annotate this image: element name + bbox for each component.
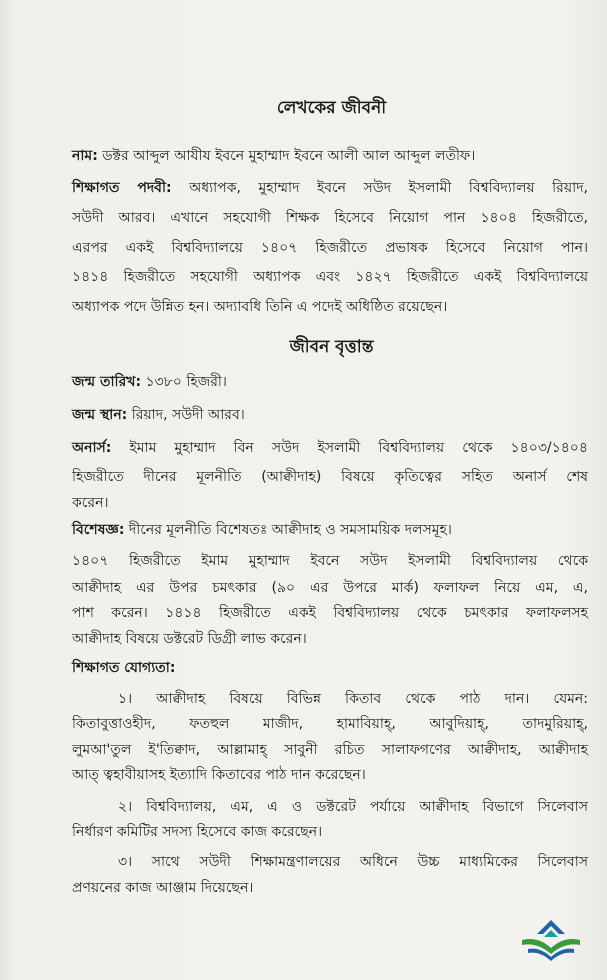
honours-line-3: করেন।: [72, 495, 109, 511]
qualifications-heading: শিক্ষাগত যোগ্যতা:: [72, 660, 176, 676]
degrees-line-1: ১৪০৭ হিজরীতে ইমাম মুহাম্মাদ ইবনে সউদ ইসলামী বিশ্ববিদ্যালয় থেকে: [72, 553, 588, 569]
honours-line-1: অনার্স: ইমাম মুহাম্মাদ বিন সউদ ইসলামী বিশ্ববিদ্যালয় থেকে ১৪০৩/১৪০৪: [72, 440, 588, 456]
birth-place-label: জন্ম স্থান:: [72, 407, 128, 423]
name-line: [72, 146, 475, 166]
education-title-line-5: অধ্যাপক পদে উন্নিত হন। অদ্যাবধি তিনি এ পদেই অধিষ্ঠিত রয়েছেন।: [72, 299, 448, 315]
qualification-1-line-4: আত্‌ ত্বহাবীয়াসহ ইত্যাদি কিতাবের পাঠ দান করেছেন।: [72, 767, 366, 783]
specialization-label: বিশেষজ্ঞ:: [72, 522, 125, 538]
open-book-logo-icon: [520, 918, 582, 964]
qualification-1-line-2: কিতাবুত্তাওহীদ, ফতহুল মাজীদ, হামাবিয়াহ্‌, আবুদিয়াহ্‌, তাদমুরিয়াহ্‌,: [72, 716, 588, 732]
birth-date-label: জন্ম তারিখ:: [72, 374, 142, 390]
qualification-1-line-1: ১। আক্বীদাহ বিষয়ে বিভিন্ন কিতাব থেকে পাঠ দান। যেমন:: [118, 691, 588, 707]
specialization-line: বিশেষজ্ঞ: দীনের মূলনীতি বিশেষতঃ আক্বীদাহ ও সমসাময়িক দলসমূহ।: [72, 522, 452, 538]
education-title-line-3: এরপর একই বিশ্ববিদ্যালয়ে ১৪০৭ হিজরীতে প্রভাষক হিসেবে নিয়োগ পান।: [72, 240, 588, 256]
education-title-line-2: সউদী আরব। এখানে সহযোগী শিক্ষক হিসেবে নিয়োগ পান ১৪০৪ হিজরীতে,: [72, 210, 588, 226]
degrees-line-4: আক্বীদাহ বিষয়ে ডক্টরেট ডিগ্রী লাভ করেন।: [72, 631, 307, 647]
birth-place-line: জন্ম স্থান: রিয়াদ, সউদী আরব।: [72, 407, 245, 423]
name-label: নাম:: [72, 148, 98, 164]
honours-line-2: হিজরীতে দীনের মূলনীতি (আক্বীদাহ) বিষয়ে কৃতিত্বের সহিত অনার্স শেষ: [72, 469, 588, 485]
biography-heading: লেখকের জীবনী: [276, 98, 387, 118]
qualification-2-line-2: নির্ধারণ কমিটির সদস্য হিসেবে কাজ করেছেন।: [72, 824, 323, 840]
name-text: ডক্টর আব্দুল আযীয ইবনে মুহাম্মাদ ইবনে আলী আল আব্দুল লতীফ।: [97, 148, 476, 164]
qualification-1-line-3: লুমআ'তুল ই'তিক্বাদ, আল্লামাহ্‌ সাবুনী রচিত সালাফগণের আক্বীদাহ, আক্বীদাহ: [72, 742, 588, 758]
qualification-3-line-1: ৩। সাথে সউদী শিক্ষামন্ত্রণালয়ের অধিনে উচ্চ মাধ্যমিকের সিলেবাস: [118, 854, 588, 870]
honours-label: অনার্স:: [72, 440, 112, 456]
education-title-line-4: ১৪১৪ হিজরীতে সহযোগী অধ্যাপক এবং ১৪২৭ হিজরীতে একই বিশ্ববিদ্যালয়ে: [72, 269, 588, 285]
life-story-heading: জীবন বৃত্তান্ত: [289, 337, 374, 357]
education-title-line-1: শিক্ষাগত পদবী: অধ্যাপক, মুহাম্মাদ ইবনে সউদ ইসলামী বিশ্ববিদ্যালয় রিয়াদ,: [72, 180, 588, 196]
degrees-line-3: পাশ করেন। ১৪১৪ হিজরীতে একই বিশ্ববিদ্যালয় থেকে চমৎকার ফলাফলসহ: [72, 605, 588, 621]
qualification-3-line-2: প্রণয়নের কাজ আঞ্জাম দিয়েছেন।: [72, 880, 254, 896]
qualification-2-line-1: ২। বিশ্ববিদ্যালয়, এম, এ ও ডক্টরেট পর্যায়ে আক্বীদাহ বিভাগে সিলেবাস: [118, 799, 588, 815]
birth-date-line: জন্ম তারিখ: ১৩৮০ হিজরী।: [72, 374, 227, 390]
degrees-line-2: আক্বীদাহ এর উপর চমৎকার (৯০ এর উপরে মার্ক) ফলাফল নিয়ে এম, এ,: [72, 580, 588, 596]
education-title-label: শিক্ষাগত পদবী:: [72, 180, 172, 196]
